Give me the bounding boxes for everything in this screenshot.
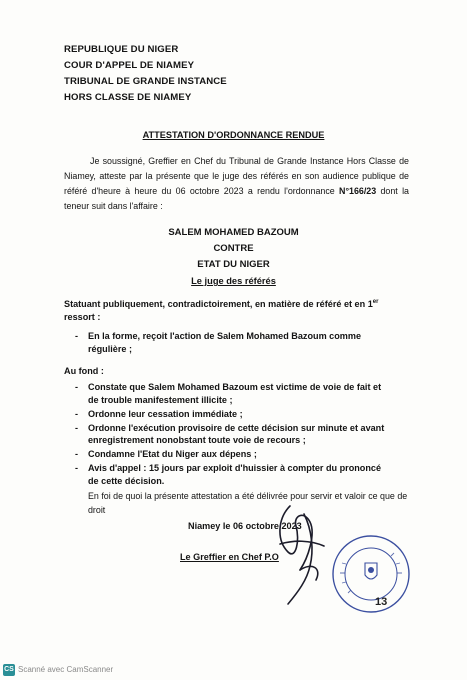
dash-bullet: - [75,463,79,473]
statuant-text-end: ressort : [64,312,101,323]
dash-bullet: - [75,422,79,433]
fond-item-text: Ordonne l'exécution provisoire de cette décision sur minute et avant enregistrement nonobstant toute voie de recours ; [88,422,385,445]
parties-block [0,225,467,289]
contre-label: CONTRE [213,243,254,254]
header-republic: REPUBLIQUE DU NIGER [64,44,179,55]
statuant-sup: er [372,299,379,305]
closing-statement: En foi de quoi la présente attestation a été délivrée pour servir et valoir ce que de droit [88,491,408,515]
plaintiff-name: SALEM MOHAMED BAZOUM [168,227,299,238]
intro-text-b: dont la teneur suit dans l'affaire : [64,186,409,211]
dash-bullet: - [75,408,79,419]
official-stamp-seal [330,533,412,615]
au-fond-heading: Au fond : [64,366,104,376]
camscanner-logo-icon: CS [3,664,15,676]
forme-item-text: En la forme, reçoit l'action de Salem Mohamed Bazoum comme régulière ; [88,331,362,354]
defendant-name: ETAT DU NIGER [197,259,270,270]
fond-item-text: Constate que Salem Mohamed Bazoum est victime de voie de fait et de trouble manifestement illicite ; [88,382,382,405]
intro-paragraph [64,154,409,214]
list-item [64,330,394,355]
header-class: HORS CLASSE DE NIAMEY [64,92,192,103]
statuant-text: Statuant publiquement, contradictoirement, en matière de référé et en 1 [64,299,373,310]
header-court-appeal: COUR D'APPEL DE NIAMEY [64,60,195,71]
dash-bullet: - [75,331,79,341]
statuant-paragraph [64,296,409,324]
list-item [64,422,394,447]
list-item [64,448,394,461]
forme-list [64,330,394,357]
list-item [64,381,394,406]
fond-item-text: Condamne l'Etat du Niger aux dépens ; [88,449,257,459]
seal-number: 13 [375,596,388,608]
judge-label: Le juge des référés [191,276,276,286]
dash-bullet: - [75,382,79,392]
document-title-text: ATTESTATION D'ORDONNANCE RENDUE [142,130,325,140]
fond-item-text: Avis d'appel : 15 jours par exploit d'huissier à compter du prononcé de cette décision. [88,463,382,486]
dash-bullet: - [75,449,79,459]
document-title [0,130,467,140]
fond-list [64,381,394,489]
list-item [64,408,394,421]
scanner-watermark-text: Scanné avec CamScanner [18,665,114,674]
signature-date: Niamey le 06 octobre 2023 [188,521,302,531]
signer-title-text: Le Greffier en Chef P.O [180,552,279,562]
fond-item-text: Ordonne leur cessation immédiate ; [88,408,243,419]
ordonnance-number: N°166/23 [339,186,377,196]
header-tribunal: TRIBUNAL DE GRANDE INSTANCE [64,76,227,87]
list-item [64,462,394,487]
institution-header [64,42,227,106]
intro-text-a: Je soussigné, Greffier en Chef du Tribunal de Grande Instance Hors Classe de Niamey, atteste par la présente que le juge des référés en son audience publique de référé d'heure à heure du 06 octobre 2023 a rendu l'ordonnance [64,156,409,196]
